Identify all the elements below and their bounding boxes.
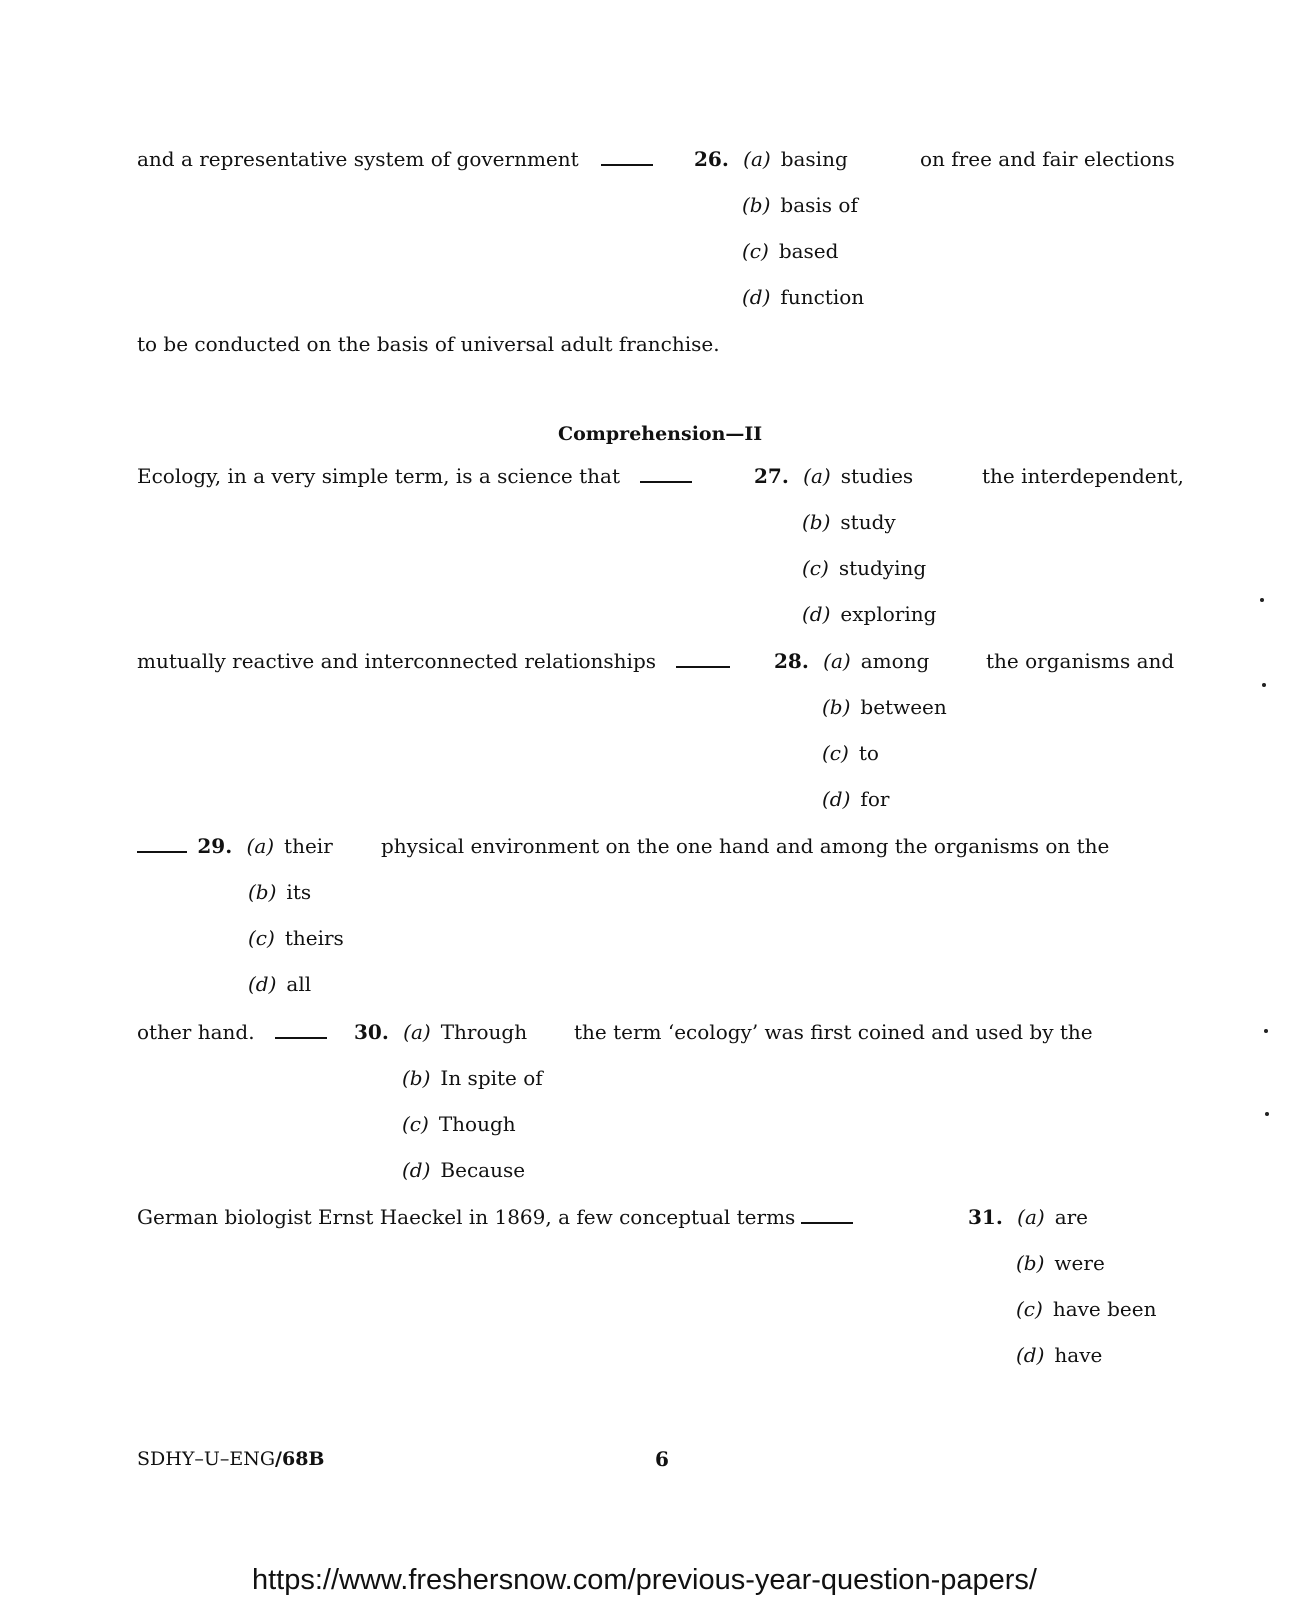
q29-option-a-text: their	[284, 834, 333, 858]
q28-lead-line	[137, 649, 732, 673]
q26-option-a-row	[694, 147, 848, 171]
q29-option-b	[248, 880, 311, 904]
q29-option-a-row	[137, 834, 333, 858]
q26-option-a-text: basing	[780, 147, 848, 171]
q27-option-c-label: (c)	[802, 556, 829, 580]
q29-option-b-text: its	[286, 880, 312, 904]
q29-option-c-text: theirs	[284, 926, 344, 950]
q26-option-b-label: (b)	[742, 193, 771, 217]
q26-number: 26.	[694, 147, 729, 171]
q30-trailing-text: the term ‘ecology’ was first coined and used by the	[574, 1020, 1093, 1044]
q27-option-d-label: (d)	[802, 602, 831, 626]
q30-option-d-label: (d)	[402, 1158, 431, 1182]
q28-option-b-text: between	[860, 695, 947, 719]
paper-code-suffix: /68B	[275, 1448, 325, 1470]
q30-blank	[275, 1036, 327, 1039]
q31-option-a-label: (a)	[1017, 1205, 1045, 1229]
q30-option-b-label: (b)	[402, 1066, 431, 1090]
q30-lead-text: other hand.	[137, 1020, 255, 1044]
q28-option-a-row	[774, 649, 929, 673]
q31-option-a-row	[968, 1205, 1088, 1229]
q27-blank	[640, 480, 692, 483]
q28-option-c-text: to	[858, 741, 879, 765]
scan-speck	[1262, 683, 1266, 687]
q28-option-d-text: for	[860, 787, 890, 811]
q28-option-d-label: (d)	[822, 787, 851, 811]
q26-option-a-label: (a)	[743, 147, 771, 171]
q30-number: 30.	[354, 1020, 389, 1044]
q31-option-d-text: have	[1054, 1343, 1103, 1367]
q29-option-c	[248, 926, 344, 950]
q30-option-d-text: Because	[440, 1158, 526, 1182]
q28-option-d	[822, 787, 889, 811]
q27-option-a-text: studies	[840, 464, 914, 488]
q30-option-a-label: (a)	[403, 1020, 431, 1044]
q29-option-c-label: (c)	[248, 926, 275, 950]
q29-option-d-label: (d)	[248, 972, 277, 996]
q31-option-c	[1016, 1297, 1156, 1321]
q29-option-d	[248, 972, 311, 996]
q31-lead-line	[137, 1205, 855, 1229]
q27-number: 27.	[754, 464, 789, 488]
q30-option-b	[402, 1066, 543, 1090]
scan-speck	[1260, 598, 1264, 602]
q26-option-c-text: based	[778, 239, 839, 263]
q27-option-c-text: studying	[838, 556, 927, 580]
q29-number: 29.	[197, 834, 233, 858]
q29-option-d-text: all	[286, 972, 312, 996]
q27-lead-text: Ecology, in a very simple term, is a science that	[137, 464, 620, 488]
q26-blank	[601, 163, 653, 166]
q31-option-b-text: were	[1054, 1251, 1105, 1275]
q30-option-d	[402, 1158, 525, 1182]
q28-trailing-text: the organisms and	[986, 649, 1175, 673]
section-heading: Comprehension—II	[558, 423, 763, 445]
paper-code-prefix: SDHY–U–ENG	[137, 1448, 276, 1470]
q27-trailing-text: the interdependent,	[982, 464, 1184, 488]
q28-option-b	[822, 695, 947, 719]
q26-lead-line	[137, 147, 655, 171]
q28-option-c	[822, 741, 879, 765]
q31-blank	[801, 1221, 853, 1224]
q26-option-b-text: basis of	[780, 193, 858, 217]
q28-option-a-label: (a)	[823, 649, 851, 673]
q31-option-c-label: (c)	[1016, 1297, 1043, 1321]
q31-option-a-text: are	[1054, 1205, 1089, 1229]
q29-option-a-label: (a)	[246, 834, 275, 858]
scan-speck	[1265, 1112, 1269, 1116]
q27-option-a-row	[754, 464, 913, 488]
q31-option-b	[1016, 1251, 1105, 1275]
q30-option-c-text: Though	[438, 1112, 516, 1136]
q31-lead-text: German biologist Ernst Haeckel in 1869, a few conceptual terms	[137, 1205, 796, 1229]
q31-option-d	[1016, 1343, 1102, 1367]
q29-trailing-text: physical environment on the one hand and among the organisms on the	[381, 834, 1110, 858]
q31-number: 31.	[968, 1205, 1003, 1229]
source-url-link[interactable]: https://www.freshersnow.com/previous-year-question-papers/	[252, 1564, 1037, 1596]
q26-option-c-label: (c)	[742, 239, 769, 263]
q27-option-a-label: (a)	[803, 464, 831, 488]
paper-code	[137, 1447, 325, 1471]
q31-option-c-text: have been	[1052, 1297, 1157, 1321]
q27-option-d	[802, 602, 936, 626]
q29-blank	[137, 850, 187, 853]
q30-lead-line	[137, 1020, 329, 1044]
q30-option-c-label: (c)	[402, 1112, 429, 1136]
q26-option-c	[742, 239, 838, 263]
q26-option-d-label: (d)	[742, 285, 771, 309]
q28-option-b-label: (b)	[822, 695, 851, 719]
q27-lead-line	[137, 464, 694, 488]
q30-option-c	[402, 1112, 516, 1136]
q31-option-b-label: (b)	[1016, 1251, 1045, 1275]
q28-lead-text: mutually reactive and interconnected relationships	[137, 649, 657, 673]
scan-speck	[1264, 1029, 1268, 1033]
q28-option-c-label: (c)	[822, 741, 849, 765]
q26-trailing-text: on free and fair elections	[920, 147, 1175, 171]
q26-option-b	[742, 193, 858, 217]
q27-option-b-label: (b)	[802, 510, 831, 534]
q31-option-d-label: (d)	[1016, 1343, 1045, 1367]
page-number: 6	[655, 1447, 669, 1471]
q26-lead-text: and a representative system of government	[137, 147, 579, 171]
q26-option-d	[742, 285, 864, 309]
q30-option-b-text: In spite of	[440, 1066, 543, 1090]
q30-option-a-text: Through	[440, 1020, 528, 1044]
q27-option-b	[802, 510, 896, 534]
q28-blank	[676, 665, 730, 668]
q26-continuation: to be conducted on the basis of universal adult franchise.	[137, 332, 720, 356]
q30-option-a-row	[354, 1020, 527, 1044]
q29-option-b-label: (b)	[248, 880, 277, 904]
q28-number: 28.	[774, 649, 809, 673]
q27-option-b-text: study	[840, 510, 896, 534]
q27-option-c	[802, 556, 926, 580]
q27-option-d-text: exploring	[840, 602, 937, 626]
q28-option-a-text: among	[860, 649, 930, 673]
q26-option-d-text: function	[780, 285, 865, 309]
